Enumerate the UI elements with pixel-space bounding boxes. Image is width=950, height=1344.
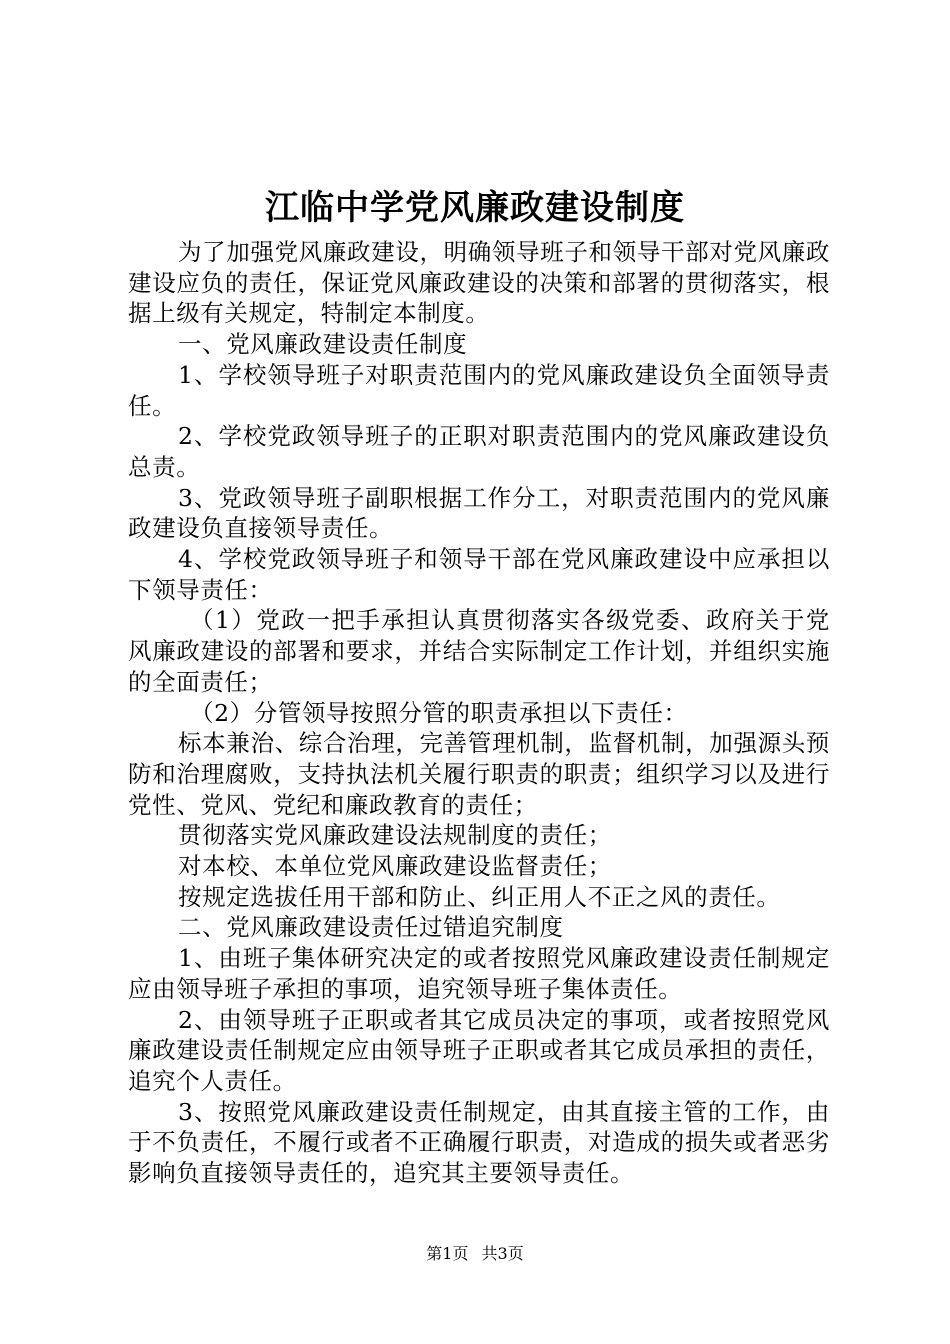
section-heading-2: 二、党风廉政建设责任过错追究制度 bbox=[178, 913, 564, 942]
paragraph-subitem: （1）党政一把手承担认真贯彻落实各级党委、政府关于党风廉政建设的部署和要求，并结合实际制定工作计划，并组织实施的全面责任； bbox=[128, 606, 830, 696]
document-body bbox=[128, 237, 830, 1189]
paragraph-item: 3、按照党风廉政建设责任制规定，由其直接主管的工作，由于不负责任，不履行或者不正确履行职责，对造成的损失或者恶劣影响负直接领导责任的，追究其主要领导责任。 bbox=[128, 1097, 830, 1188]
paragraph-subitem: （2）分管领导按照分管的职责承担以下责任： bbox=[190, 698, 688, 727]
paragraph-item: 对本校、本单位党风廉政建设监督责任； bbox=[178, 852, 612, 881]
page-footer bbox=[0, 1242, 950, 1266]
paragraph-item: 1、学校领导班子对职责范围内的党风廉政建设负全面领导责任。 bbox=[128, 360, 830, 420]
document-title: 江临中学党风廉政建设制度 bbox=[265, 188, 685, 228]
paragraph-item: 按规定选拔任用干部和防止、纠正用人不正之风的责任。 bbox=[178, 882, 781, 911]
paragraph-intro: 为了加强党风廉政建设，明确领导班子和领导干部对党风廉政建设应负的责任，保证党风廉政建设的决策和部署的贯彻落实，根据上级有关规定，特制定本制度。 bbox=[128, 238, 830, 328]
paragraph-item: 4、学校党政领导班子和领导干部在党风廉政建设中应承担以下领导责任： bbox=[128, 545, 830, 604]
page-number: 第1页 bbox=[426, 1244, 469, 1263]
paragraph-item: 标本兼治、综合治理，完善管理机制，监督机制，加强源头预防和治理腐败，支持执法机关履行职责的职责；组织学习以及进行党性、党风、党纪和廉政教育的责任； bbox=[128, 729, 830, 819]
paragraph-item: 1、由班子集体研究决定的或者按照党风廉政建设责任制规定应由领导班子承担的事项，追究领导班子集体责任。 bbox=[128, 944, 830, 1003]
page-count: 共3页 bbox=[481, 1244, 524, 1263]
paragraph-item: 2、由领导班子正职或者其它成员决定的事项，或者按照党风廉政建设责任制规定应由领导班子正职或者其它成员承担的责任，追究个人责任。 bbox=[128, 1005, 830, 1095]
paragraph-item: 3、党政领导班子副职根据工作分工，对职责范围内的党风廉政建设负直接领导责任。 bbox=[128, 483, 830, 543]
section-heading-1: 一、党风廉政建设责任制度 bbox=[178, 330, 468, 359]
paragraph-item: 2、学校党政领导班子的正职对职责范围内的党风廉政建设负总责。 bbox=[128, 422, 830, 481]
paragraph-item: 贯彻落实党风廉政建设法规制度的责任； bbox=[178, 821, 612, 850]
